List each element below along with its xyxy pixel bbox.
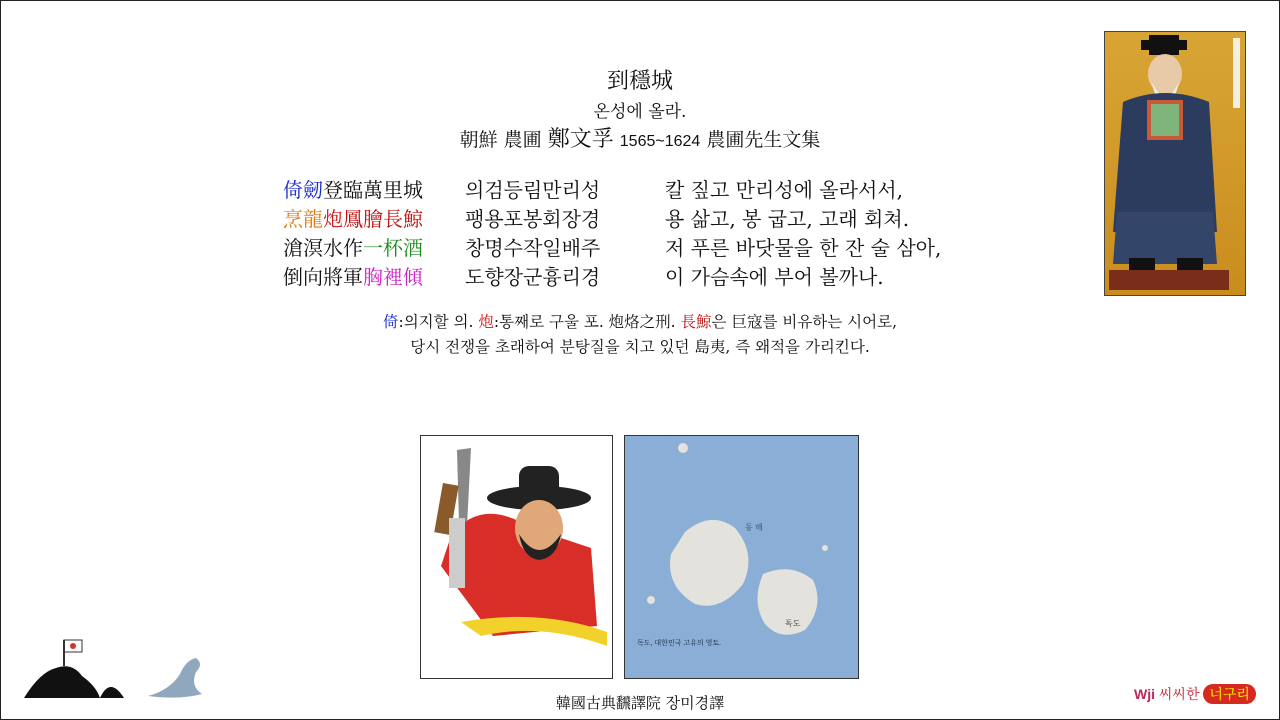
author-years: 1565~1624	[619, 133, 701, 150]
general-drawing	[421, 436, 612, 678]
portrait-drawing	[1105, 32, 1245, 295]
poem-title: 到穩城	[606, 69, 673, 94]
poem-classical-segment: 烹龍	[283, 207, 323, 231]
poem-classical-segment: 登臨萬里城	[323, 178, 423, 202]
poem-classical	[283, 176, 465, 205]
note-word-1: 倚	[382, 313, 399, 331]
author-name: 鄭文孚	[547, 127, 614, 152]
logo-c: 너구리	[1203, 684, 1256, 704]
author-prefix: 朝鮮 農圃	[459, 129, 542, 151]
note-word-3: 長鯨	[680, 313, 712, 331]
poem-classical-segment: 倚劒	[283, 178, 323, 202]
poem-translation: 저 푸른 바닷물을 한 잔 술 삼아,	[665, 236, 942, 260]
poem-classical-segment: 長鯨	[383, 207, 423, 231]
poem-classical-segment: 倒向將軍	[283, 265, 363, 289]
map-caption: 독도, 대한민국 고유의 영토.	[637, 640, 722, 647]
logo-b: 씨씨한	[1158, 686, 1200, 702]
poem-author-line	[0, 122, 1280, 153]
poem-classical	[283, 205, 465, 234]
note-def-3: 은 巨寇를 비유하는 시어로,	[711, 313, 898, 331]
poem-reading: 도향장군흉리경	[465, 265, 601, 289]
translation-credit: 韓國古典飜譯院 장미경譯	[555, 694, 725, 712]
map-island-label: 독도	[785, 619, 801, 628]
note-line-1	[0, 310, 1280, 332]
poem-classical-segment: 炮	[323, 207, 343, 231]
poem-line	[283, 205, 941, 234]
note-word-2: 炮	[478, 313, 494, 331]
poem-classical-segment: 胸裡傾	[363, 265, 423, 289]
poem-translation: 용 삶고, 봉 굽고, 고래 회쳐.	[665, 207, 910, 231]
map-sea-label: 동 해	[745, 523, 763, 532]
poem-translation: 칼 짚고 만리성에 올라서서,	[665, 178, 903, 202]
note-line-2: 당시 전쟁을 초래하여 분탕질을 치고 있던 島夷, 즉 왜적을 가리킨다.	[410, 338, 870, 356]
author-logo	[1134, 684, 1256, 704]
dokdo-map	[624, 435, 859, 679]
poem-classical	[283, 234, 465, 263]
poem-body	[283, 176, 941, 292]
note-def-1: :의지할 의.	[398, 313, 479, 331]
poem-translation: 이 가슴속에 부어 볼까나.	[665, 265, 884, 289]
author-source: 農圃先生文集	[706, 129, 821, 151]
portrait-image	[1104, 31, 1246, 296]
poem-reading: 창명수작일배주	[465, 236, 601, 260]
poem-reading: 의검등림만리성	[465, 178, 601, 202]
poem-classical-segment: 滄溟水作	[283, 236, 363, 260]
poem-classical	[283, 263, 465, 292]
poem-subtitle: 온성에 올라.	[593, 102, 687, 122]
poem-reading: 팽용포봉회장경	[465, 207, 601, 231]
poem-classical-segment: 一杯酒	[363, 236, 423, 260]
logo-a: Wji	[1134, 686, 1155, 702]
note-def-2: :통째로 구울 포. 炮烙之刑.	[493, 313, 681, 331]
general-illustration	[420, 435, 613, 679]
poem-line	[283, 176, 941, 205]
poem-line	[283, 234, 941, 263]
poem-line	[283, 263, 941, 292]
poem-classical-segment: 鳳膾	[343, 207, 383, 231]
